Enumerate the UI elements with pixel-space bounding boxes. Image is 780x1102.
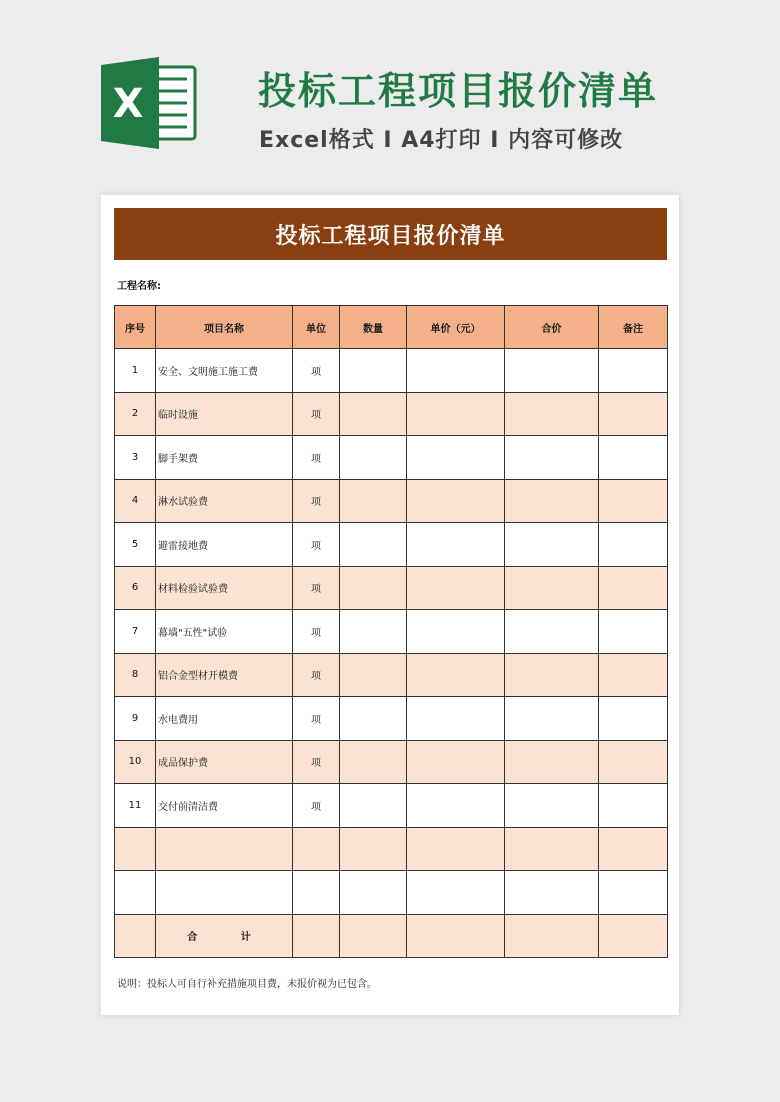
excel-icon [101, 57, 197, 149]
item-unit[interactable] [293, 871, 340, 915]
item-unit: 项 [293, 740, 340, 784]
table-row [115, 871, 668, 915]
row-number[interactable] [115, 871, 156, 915]
total-unit-price-cell[interactable] [407, 914, 505, 958]
row-number: 8 [115, 653, 156, 697]
remark-cell[interactable] [599, 740, 668, 784]
total-price-cell[interactable] [505, 871, 599, 915]
unit-price-cell[interactable] [407, 784, 505, 828]
item-name: 幕墙"五性"试验 [156, 610, 293, 654]
item-name: 安全、文明施工施工费 [156, 349, 293, 393]
row-number: 3 [115, 436, 156, 480]
remark-cell[interactable] [599, 827, 668, 871]
column-header: 单价（元） [407, 306, 505, 349]
row-number: 10 [115, 740, 156, 784]
remark-cell[interactable] [599, 610, 668, 654]
remark-cell[interactable] [599, 566, 668, 610]
unit-price-cell[interactable] [407, 871, 505, 915]
table-header-row [115, 306, 668, 349]
item-name: 成品保护费 [156, 740, 293, 784]
page-subtitle: Excel格式 I A4打印 I 内容可修改 [259, 128, 624, 153]
unit-price-cell[interactable] [407, 349, 505, 393]
item-unit: 项 [293, 697, 340, 741]
unit-price-cell[interactable] [407, 740, 505, 784]
total-price-cell[interactable] [505, 523, 599, 567]
column-header: 数量 [340, 306, 407, 349]
column-header: 合价 [505, 306, 599, 349]
remark-cell[interactable] [599, 436, 668, 480]
remark-cell[interactable] [599, 479, 668, 523]
item-unit: 项 [293, 436, 340, 480]
row-number: 4 [115, 479, 156, 523]
header [0, 0, 780, 190]
item-name[interactable] [156, 827, 293, 871]
total-price-cell[interactable] [505, 479, 599, 523]
total-row-number [115, 914, 156, 958]
table-row [115, 784, 668, 828]
table-row [115, 349, 668, 393]
item-unit: 项 [293, 653, 340, 697]
item-unit: 项 [293, 523, 340, 567]
quantity-cell[interactable] [340, 610, 407, 654]
quantity-cell[interactable] [340, 740, 407, 784]
total-price-cell[interactable] [505, 392, 599, 436]
unit-price-cell[interactable] [407, 436, 505, 480]
item-unit: 项 [293, 479, 340, 523]
total-price-cell[interactable] [505, 653, 599, 697]
item-unit: 项 [293, 392, 340, 436]
total-price-cell[interactable] [505, 697, 599, 741]
unit-price-cell[interactable] [407, 653, 505, 697]
project-name-label: 工程名称: [117, 281, 161, 292]
remark-cell[interactable] [599, 784, 668, 828]
document-sheet [101, 195, 679, 1015]
total-remark-cell[interactable] [599, 914, 668, 958]
total-row [115, 914, 668, 958]
total-price-cell[interactable] [505, 349, 599, 393]
column-header: 备注 [599, 306, 668, 349]
item-unit: 项 [293, 784, 340, 828]
total-price-cell[interactable] [505, 566, 599, 610]
total-quantity-cell[interactable] [340, 914, 407, 958]
table-row [115, 653, 668, 697]
page-title: 投标工程项目报价清单 [258, 69, 659, 113]
quantity-cell[interactable] [340, 436, 407, 480]
remark-cell[interactable] [599, 523, 668, 567]
remark-cell[interactable] [599, 697, 668, 741]
item-name: 材料检验试验费 [156, 566, 293, 610]
item-name: 水电费用 [156, 697, 293, 741]
column-header: 单位 [293, 306, 340, 349]
item-unit: 项 [293, 349, 340, 393]
footnote: 说明：投标人可自行补充措施项目费，未报价视为已包含。 [117, 979, 377, 990]
svg-text:X: X [112, 81, 144, 127]
total-price-cell[interactable] [505, 610, 599, 654]
quantity-cell[interactable] [340, 827, 407, 871]
unit-price-cell[interactable] [407, 566, 505, 610]
unit-price-cell[interactable] [407, 827, 505, 871]
row-number: 11 [115, 784, 156, 828]
item-name: 铝合金型材开模费 [156, 653, 293, 697]
row-number: 1 [115, 349, 156, 393]
row-number: 7 [115, 610, 156, 654]
table-row [115, 827, 668, 871]
table-row [115, 523, 668, 567]
item-unit: 项 [293, 610, 340, 654]
remark-cell[interactable] [599, 392, 668, 436]
row-number[interactable] [115, 827, 156, 871]
quantity-cell[interactable] [340, 653, 407, 697]
item-unit: 项 [293, 566, 340, 610]
table-row [115, 566, 668, 610]
total-price-cell[interactable] [505, 740, 599, 784]
unit-price-cell[interactable] [407, 523, 505, 567]
remark-cell[interactable] [599, 653, 668, 697]
table-row [115, 697, 668, 741]
item-name: 避雷接地费 [156, 523, 293, 567]
quantity-cell[interactable] [340, 523, 407, 567]
table-row [115, 740, 668, 784]
column-header: 项目名称 [156, 306, 293, 349]
quote-table [114, 305, 668, 958]
remark-cell[interactable] [599, 349, 668, 393]
total-unit-cell [293, 914, 340, 958]
quantity-cell[interactable] [340, 349, 407, 393]
row-number: 2 [115, 392, 156, 436]
item-name: 脚手架费 [156, 436, 293, 480]
row-number: 6 [115, 566, 156, 610]
table-row [115, 479, 668, 523]
quantity-cell[interactable] [340, 871, 407, 915]
quantity-cell[interactable] [340, 784, 407, 828]
unit-price-cell[interactable] [407, 479, 505, 523]
total-label: 合 计 [156, 914, 293, 958]
item-name: 临时设施 [156, 392, 293, 436]
unit-price-cell[interactable] [407, 610, 505, 654]
item-name: 淋水试验费 [156, 479, 293, 523]
quantity-cell[interactable] [340, 479, 407, 523]
quantity-cell[interactable] [340, 392, 407, 436]
item-unit[interactable] [293, 827, 340, 871]
sheet-banner-title: 投标工程项目报价清单 [114, 208, 667, 260]
table-row [115, 610, 668, 654]
total-price-cell[interactable] [505, 784, 599, 828]
unit-price-cell[interactable] [407, 392, 505, 436]
item-name[interactable] [156, 871, 293, 915]
row-number: 9 [115, 697, 156, 741]
table-row [115, 392, 668, 436]
column-header: 序号 [115, 306, 156, 349]
total-price-cell[interactable] [505, 827, 599, 871]
total-price-cell[interactable] [505, 436, 599, 480]
item-name: 交付前清洁费 [156, 784, 293, 828]
unit-price-cell[interactable] [407, 697, 505, 741]
remark-cell[interactable] [599, 871, 668, 915]
table-row [115, 436, 668, 480]
row-number: 5 [115, 523, 156, 567]
grand-total-cell[interactable] [505, 914, 599, 958]
quantity-cell[interactable] [340, 566, 407, 610]
quantity-cell[interactable] [340, 697, 407, 741]
